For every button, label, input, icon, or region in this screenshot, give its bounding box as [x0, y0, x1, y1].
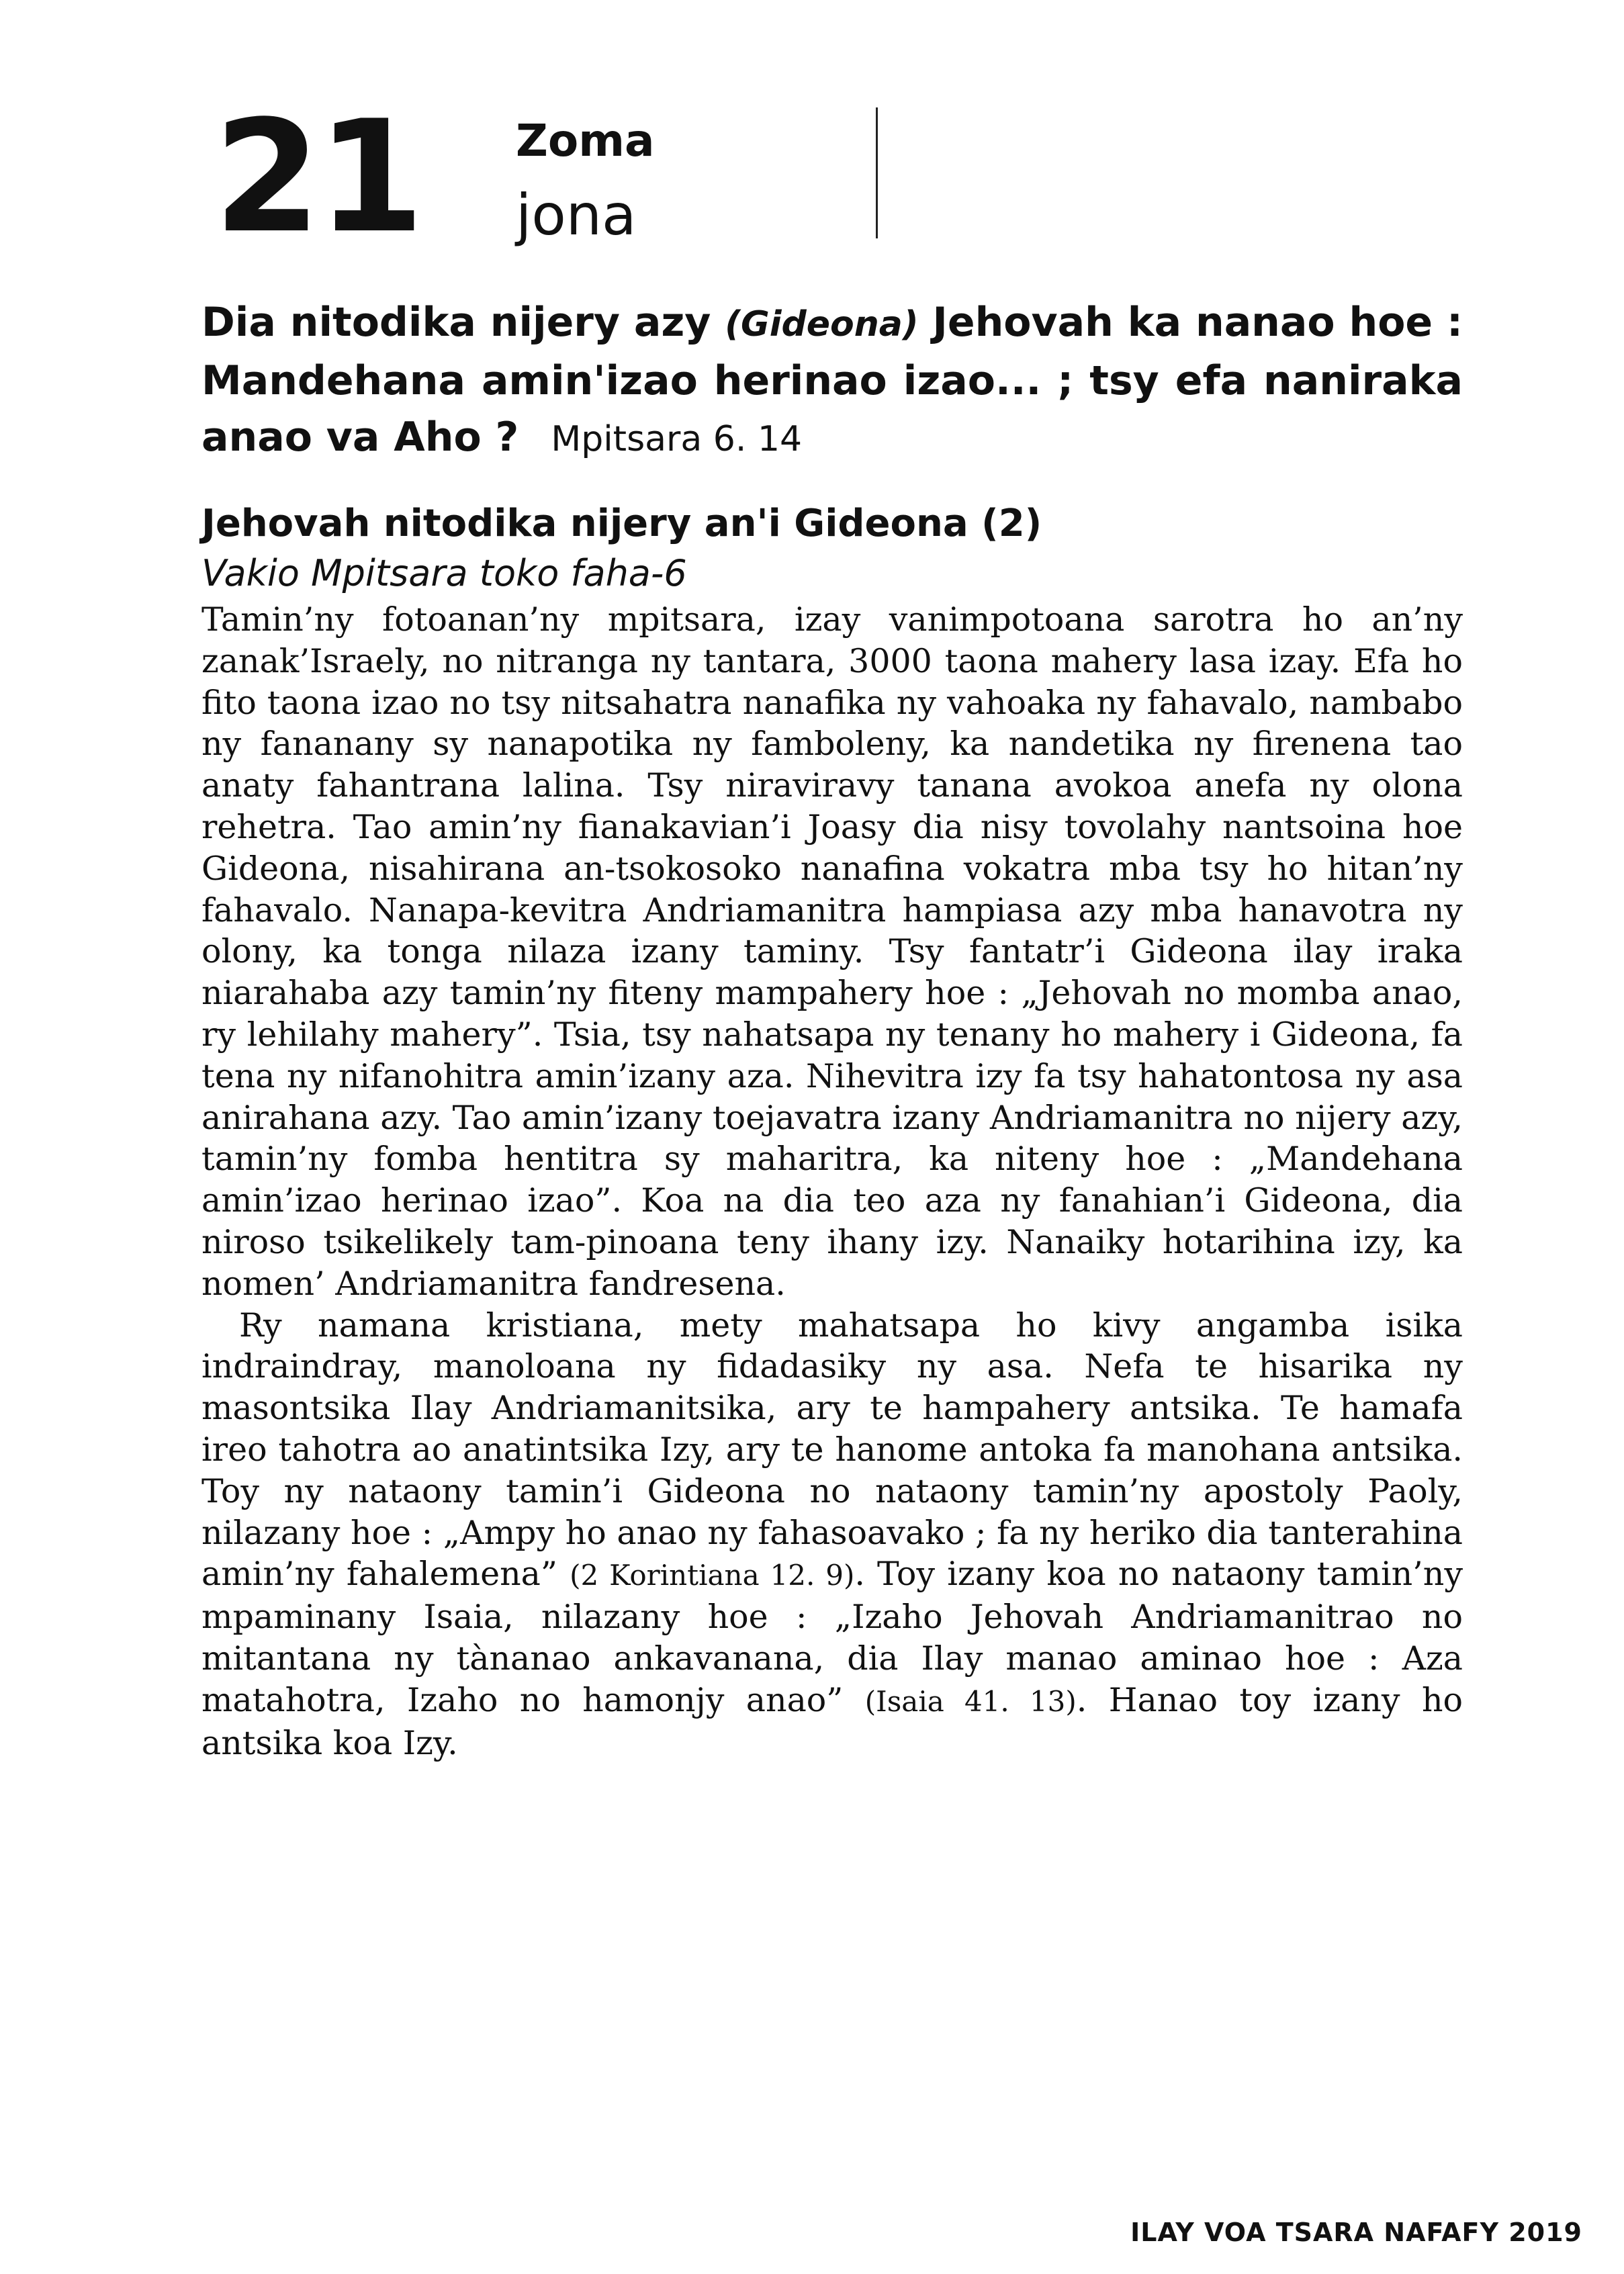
publication-footer: ILAY VOA TSARA NAFAFY 2019: [1130, 2218, 1582, 2247]
body-paragraph-2-b: . Toy izany koa no nataony tamin’ny mpaminany Isaia, nilazany hoe : „Izaho Jehovah Andriamanitrao no mitantana ny tànanao ankavanana, dia Ilay manao aminao hoe : Aza matahotra, Izaho no hamonjy anao”: [201, 1555, 1463, 1719]
body-paragraph-2: [201, 1305, 1463, 1764]
comment-source: Vakio Mpitsara toko faha-6: [201, 552, 687, 594]
header-divider: [876, 107, 878, 238]
daily-text-part2: Jehovah ka nanao hoe : Mandehana amin'izao herinao izao... ; tsy efa naniraka anao va Aho ?: [201, 299, 1463, 461]
weekday: Zoma: [516, 115, 655, 167]
daily-text-part1: Dia nitodika nijery azy: [201, 299, 725, 346]
daily-text-italic: (Gideona): [725, 304, 919, 345]
scripture-reference: (Isaia 41. 13): [864, 1684, 1077, 1718]
body-paragraph-1: Tamin’ny fotoanan’ny mpitsara, izay vanimpotoana sarotra ho an’ny zanak’Israely, no nitranga ny tantara, 3000 taona mahery lasa izay. Efa ho fito taona izao no tsy nitsahatra nanafika ny vahoaka ny fahavalo, nambabo ny fananany sy nanapotika ny famboleny, ka nandetika ny firenena tao anaty fahantrana lalina. Tsy niraviravy tanana avokoa anefa ny olona rehetra. Tao amin’ny fianakavian’i Joasy dia nisy tovolahy nantsoina hoe Gideona, nisahirana an-tsokosoko nanafina vokatra mba tsy ho hitan’ny fahavalo. Nanapa-kevitra Andriamanitra hampiasa azy mba hanavotra ny olony, ka tonga nilaza izany taminy. Tsy fantatr’i Gideona ilay iraka niarahaba azy tamin’ny fiteny mampahery hoe : „Jehovah no momba anao, ry lehilahy mahery”. Tsia, tsy nahatsapa ny tenany ho mahery i Gideona, fa tena ny nifanohitra amin’izany aza. Nihevitra izy fa tsy hahatontosa ny asa anirahana azy. Tao amin’izany toejavatra izany Andriamanitra no nijery azy, tamin’ny fomba hentitra sy maharitra, ka niteny hoe : „Mandehana amin’izao herinao izao”. Koa na dia teo aza ny fanahian’i Gideona, dia niroso tsikelikely tam-pinoana teny ihany izy. Nanaiky hotarihina izy, ka nomen’ Andriamanitra fandresena.: [201, 600, 1463, 1303]
month: jona: [516, 182, 637, 248]
day-number: 21: [214, 88, 421, 267]
scripture-reference: (2 Korintiana 12. 9): [570, 1559, 855, 1592]
body-paragraph-2-c: . Hanao toy izany ho antsika koa Izy.: [201, 1680, 1463, 1762]
daily-text: [201, 294, 1463, 467]
body-text: [201, 599, 1463, 1764]
body-paragraph-2-a: Ry namana kristiana, mety mahatsapa ho kivy angamba isika indraindray, manoloana ny fidadasiky ny asa. Nefa te hisarika ny masontsika Ilay Andriamanitsika, ary te hampahery antsika. Te hamafa ireo tahotra ao anatintsika Izy, ary te hanome antoka fa manohana antsika. Toy ny nataony tamin’i Gideona no nataony tamin’ny apostoly Paoly, nilazany hoe : „Ampy ho anao ny fahasoavako ; fa ny heriko dia tanterahina amin’ny fahalemena”: [201, 1306, 1463, 1594]
daily-text-reference: Mpitsara 6. 14: [551, 419, 803, 459]
comment-title: Jehovah nitodika nijery an'i Gideona (2): [201, 502, 1042, 545]
